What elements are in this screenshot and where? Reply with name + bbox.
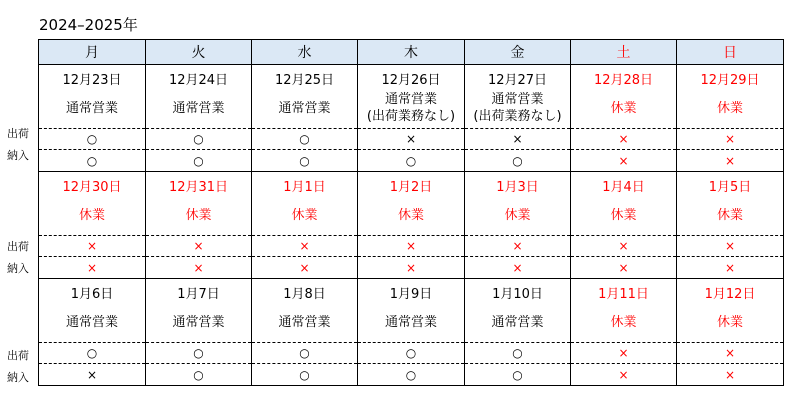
- day-status-cell: [571, 88, 677, 129]
- day-status-cell: [571, 302, 677, 343]
- day-date: 12月29日: [677, 65, 784, 89]
- receiving-mark: ○: [465, 364, 571, 386]
- day-status: 休業: [610, 100, 637, 116]
- receiving-mark: ×: [677, 150, 784, 172]
- shipping-mark: ×: [465, 236, 571, 257]
- day-date: 1月4日: [571, 172, 677, 196]
- day-status-cell: [252, 195, 358, 236]
- day-status-cell: [252, 88, 358, 129]
- day-status: 通常営業: [384, 314, 437, 330]
- shipping-mark: ×: [358, 236, 465, 257]
- day-date: 1月9日: [358, 279, 465, 303]
- day-status: 休業: [610, 314, 637, 330]
- day-status: 通常営業: [384, 92, 437, 107]
- receiving-mark: ×: [358, 257, 465, 279]
- day-status: 休業: [716, 314, 743, 330]
- day-date: 1月3日: [465, 172, 571, 196]
- weekday-header-cell: 日: [677, 40, 784, 65]
- shipping-mark: ×: [358, 129, 465, 150]
- receiving-mark: ×: [465, 257, 571, 279]
- day-status: 通常営業: [65, 100, 118, 116]
- day-status-cell: [252, 302, 358, 343]
- shipping-mark: ×: [39, 236, 146, 257]
- day-status-cell: [465, 195, 571, 236]
- shipping-mark: ○: [358, 343, 465, 364]
- weekday-header-cell: 月: [39, 40, 146, 65]
- day-status-cell: [146, 302, 252, 343]
- day-date: 12月25日: [252, 65, 358, 89]
- shipping-mark: ×: [677, 236, 784, 257]
- day-date: 12月28日: [571, 65, 677, 89]
- shipping-row-label: 出荷: [7, 349, 29, 362]
- day-status-cell: [39, 195, 146, 236]
- day-status: 休業: [504, 207, 531, 223]
- shipping-row: [39, 129, 784, 150]
- day-date: 12月24日: [146, 65, 252, 89]
- day-status: 通常営業: [278, 314, 331, 330]
- receiving-mark: ○: [358, 150, 465, 172]
- business-calendar-table: [38, 39, 784, 386]
- shipping-mark: ○: [465, 343, 571, 364]
- weekday-header-cell: 金: [465, 40, 571, 65]
- day-date: 1月6日: [39, 279, 146, 303]
- receiving-row-label: 納入: [7, 371, 29, 384]
- day-date: 1月1日: [252, 172, 358, 196]
- receiving-mark: ×: [252, 257, 358, 279]
- receiving-row: [39, 257, 784, 279]
- day-status: 通常営業: [491, 314, 544, 330]
- receiving-mark: ○: [252, 364, 358, 386]
- shipping-mark: ○: [39, 129, 146, 150]
- day-note: (出荷業務なし): [473, 109, 562, 124]
- shipping-mark: ×: [677, 129, 784, 150]
- receiving-row: [39, 150, 784, 172]
- day-status: 休業: [185, 207, 212, 223]
- shipping-row-label: 出荷: [7, 240, 29, 253]
- shipping-mark: ×: [571, 343, 677, 364]
- day-status: 通常営業: [172, 100, 225, 116]
- date-row: [39, 172, 784, 196]
- shipping-row-label: 出荷: [7, 127, 29, 140]
- day-status-cell: [465, 302, 571, 343]
- shipping-mark: ×: [465, 129, 571, 150]
- shipping-mark: ×: [571, 236, 677, 257]
- day-status-cell: [677, 302, 784, 343]
- day-status-cell: [358, 302, 465, 343]
- day-status: 休業: [291, 207, 318, 223]
- day-status: 休業: [610, 207, 637, 223]
- calendar-title: 2024–2025年: [39, 16, 138, 34]
- shipping-mark: ○: [146, 343, 252, 364]
- day-status: 通常営業: [172, 314, 225, 330]
- receiving-mark: ○: [146, 364, 252, 386]
- date-row: [39, 279, 784, 303]
- day-note: (出荷業務なし): [366, 109, 456, 124]
- receiving-row-label: 納入: [7, 262, 29, 275]
- shipping-mark: ○: [39, 343, 146, 364]
- day-date: 1月10日: [465, 279, 571, 303]
- day-date: 1月11日: [571, 279, 677, 303]
- day-status: 通常営業: [65, 314, 118, 330]
- receiving-mark: ×: [571, 257, 677, 279]
- day-status: 通常営業: [278, 100, 331, 116]
- shipping-mark: ×: [677, 343, 784, 364]
- day-status-cell: [146, 88, 252, 129]
- day-date: 1月8日: [252, 279, 358, 303]
- day-date: 12月26日: [358, 65, 465, 89]
- weekday-header-cell: 火: [146, 40, 252, 65]
- receiving-mark: ×: [39, 364, 146, 386]
- receiving-mark: ×: [571, 150, 677, 172]
- receiving-mark: ×: [146, 257, 252, 279]
- day-date: 12月27日: [465, 65, 571, 89]
- day-date: 1月7日: [146, 279, 252, 303]
- day-status-cell: [146, 195, 252, 236]
- day-status-cell: [358, 195, 465, 236]
- day-status: 休業: [78, 207, 105, 223]
- day-status: 休業: [397, 207, 424, 223]
- shipping-mark: ○: [146, 129, 252, 150]
- day-date: 1月2日: [358, 172, 465, 196]
- day-date: 1月12日: [677, 279, 784, 303]
- day-status-cell: [39, 88, 146, 129]
- receiving-mark: ○: [39, 150, 146, 172]
- weekday-header-cell: 木: [358, 40, 465, 65]
- day-status: 通常営業: [491, 92, 544, 107]
- status-row: [39, 88, 784, 129]
- date-row: [39, 65, 784, 89]
- day-status-cell: [677, 195, 784, 236]
- receiving-mark: ×: [677, 364, 784, 386]
- shipping-mark: ×: [571, 129, 677, 150]
- day-date: 12月30日: [39, 172, 146, 196]
- day-status-cell: [465, 88, 571, 129]
- day-date: 1月5日: [677, 172, 784, 196]
- day-date: 12月23日: [39, 65, 146, 89]
- receiving-row-label: 納入: [7, 149, 29, 162]
- status-row: [39, 195, 784, 236]
- receiving-mark: ×: [677, 257, 784, 279]
- day-status-cell: [571, 195, 677, 236]
- receiving-mark: ○: [252, 150, 358, 172]
- receiving-mark: ○: [465, 150, 571, 172]
- receiving-mark: ×: [39, 257, 146, 279]
- weekday-header-cell: 水: [252, 40, 358, 65]
- day-status: 休業: [716, 100, 743, 116]
- day-status-cell: [358, 88, 465, 129]
- weekday-header-row: [39, 40, 784, 65]
- receiving-mark: ○: [358, 364, 465, 386]
- day-status-cell: [677, 88, 784, 129]
- day-status-cell: [39, 302, 146, 343]
- day-date: 12月31日: [146, 172, 252, 196]
- status-row: [39, 302, 784, 343]
- receiving-mark: ×: [571, 364, 677, 386]
- weekday-header-cell: 土: [571, 40, 677, 65]
- shipping-row: [39, 343, 784, 364]
- shipping-mark: ○: [252, 343, 358, 364]
- shipping-row: [39, 236, 784, 257]
- receiving-mark: ○: [146, 150, 252, 172]
- receiving-row: [39, 364, 784, 386]
- shipping-mark: ○: [252, 129, 358, 150]
- shipping-mark: ×: [146, 236, 252, 257]
- day-status: 休業: [716, 207, 743, 223]
- shipping-mark: ×: [252, 236, 358, 257]
